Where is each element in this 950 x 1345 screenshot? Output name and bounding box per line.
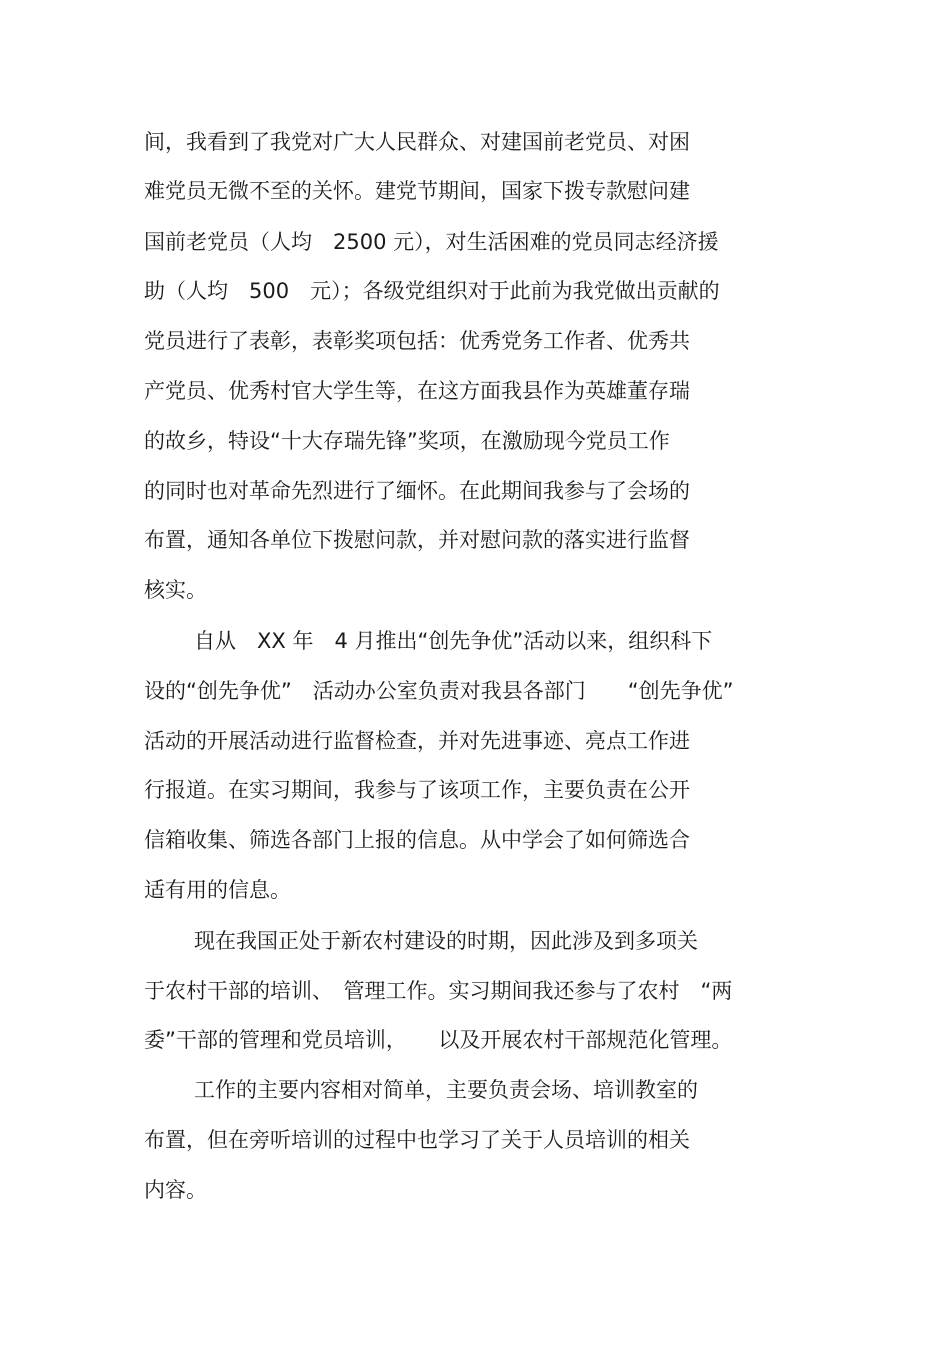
paragraph-line: 现在我国正处于新农村建设的时期，因此涉及到多项关 bbox=[194, 929, 698, 953]
paragraph-line: 产党员、优秀村官大学生等，在这方面我县作为英雄董存瑞 bbox=[144, 379, 690, 403]
paragraph-line: 活动的开展活动进行监督检查，并对先进事迹、亮点工作进 bbox=[144, 729, 690, 753]
paragraph-line: 工作的主要内容相对简单，主要负责会场、培训教室的 bbox=[194, 1078, 698, 1102]
paragraph-line: 间，我看到了我党对广大人民群众、对建国前老党员、对困 bbox=[144, 130, 690, 154]
paragraph-line: 的同时也对革命先烈进行了缅怀。在此期间我参与了会场的 bbox=[144, 479, 690, 503]
paragraph-line: 设的“创先争优” 活动办公室负责对我县各部门 “创先争优” bbox=[144, 679, 734, 703]
paragraph-line: 自从 XX 年 4 月推出“创先争优”活动以来，组织科下 bbox=[194, 629, 713, 653]
paragraph-line: 核实。 bbox=[144, 578, 207, 602]
paragraph-line: 国前老党员（人均 2500 元），对生活困难的党员同志经济援 bbox=[144, 230, 719, 254]
paragraph-line: 适有用的信息。 bbox=[144, 878, 291, 902]
paragraph-line: 信箱收集、筛选各部门上报的信息。从中学会了如何筛选合 bbox=[144, 828, 690, 852]
paragraph-line: 布置，通知各单位下拨慰问款，并对慰问款的落实进行监督 bbox=[144, 528, 690, 552]
paragraph-line: 难党员无微不至的关怀。建党节期间，国家下拨专款慰问建 bbox=[144, 179, 690, 203]
paragraph-line: 委”干部的管理和党员培训， 以及开展农村干部规范化管理。 bbox=[144, 1028, 733, 1052]
paragraph-line: 内容。 bbox=[144, 1178, 207, 1202]
paragraph-line: 布置，但在旁听培训的过程中也学习了关于人员培训的相关 bbox=[144, 1128, 690, 1152]
paragraph-line: 的故乡，特设“十大存瑞先锋”奖项，在激励现今党员工作 bbox=[144, 429, 670, 453]
paragraph-line: 党员进行了表彰，表彰奖项包括：优秀党务工作者、优秀共 bbox=[144, 329, 690, 353]
paragraph-line: 于农村干部的培训、 管理工作。实习期间我还参与了农村 “两 bbox=[144, 979, 733, 1003]
paragraph-line: 助（人均 500 元）；各级党组织对于此前为我党做出贡献的 bbox=[144, 279, 720, 303]
paragraph-line: 行报道。在实习期间，我参与了该项工作，主要负责在公开 bbox=[144, 778, 690, 802]
